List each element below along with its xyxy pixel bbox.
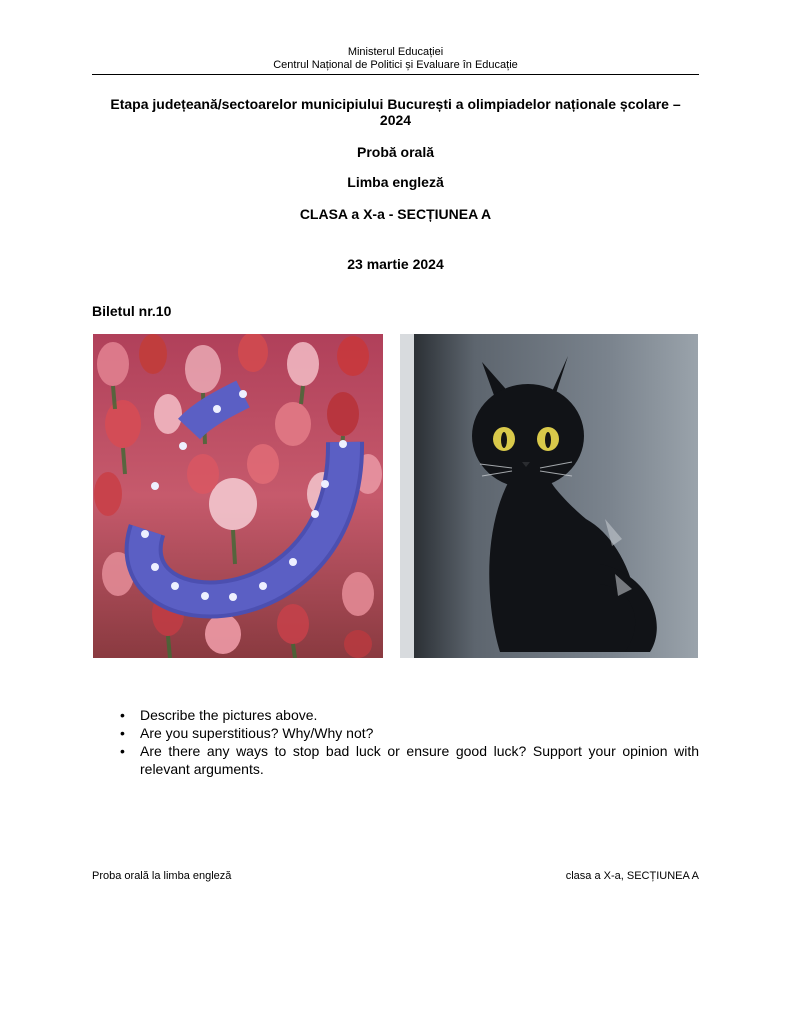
header-ministry: Ministerul Educației: [347, 46, 444, 58]
document-title: Etapa județeană/sectoarelor municipiului București a olimpiadelor naționale școlare – 2024: [110, 96, 681, 128]
footer-right: clasa a X-a, SECȚIUNEA A: [565, 870, 699, 882]
list-item: [120, 742, 699, 778]
black-cat-icon: [400, 334, 698, 658]
task-text: Are you superstitious? Why/Why not?: [140, 725, 374, 741]
list-item: [120, 706, 699, 724]
horseshoe-image: [93, 334, 383, 658]
document-header: [92, 46, 699, 72]
bullet-icon: •: [120, 743, 125, 759]
footer-left: Proba orală la limba engleză: [92, 870, 232, 882]
header-divider: [92, 74, 699, 75]
bullet-icon: •: [120, 725, 125, 741]
black-cat-image: [400, 334, 698, 658]
ticket-number: Biletul nr.10: [92, 303, 172, 319]
task-text: Describe the pictures above.: [140, 707, 318, 723]
class-section: CLASA a X-a - SECȚIUNEA A: [299, 206, 492, 222]
list-item: [120, 724, 699, 742]
task-list: [120, 706, 699, 778]
subject: Limba engleză: [347, 174, 444, 190]
exam-type: Probă orală: [356, 144, 435, 160]
exam-date: 23 martie 2024: [347, 256, 444, 272]
pictures-panel: [93, 334, 698, 658]
header-center: Centrul Național de Politici și Evaluare în Educație: [273, 59, 518, 71]
horseshoe-on-tulips-icon: [93, 334, 383, 658]
task-text: Are there any ways to stop bad luck or ensure good luck? Support your opinion with relevant arguments.: [140, 743, 699, 777]
bullet-icon: •: [120, 707, 125, 723]
